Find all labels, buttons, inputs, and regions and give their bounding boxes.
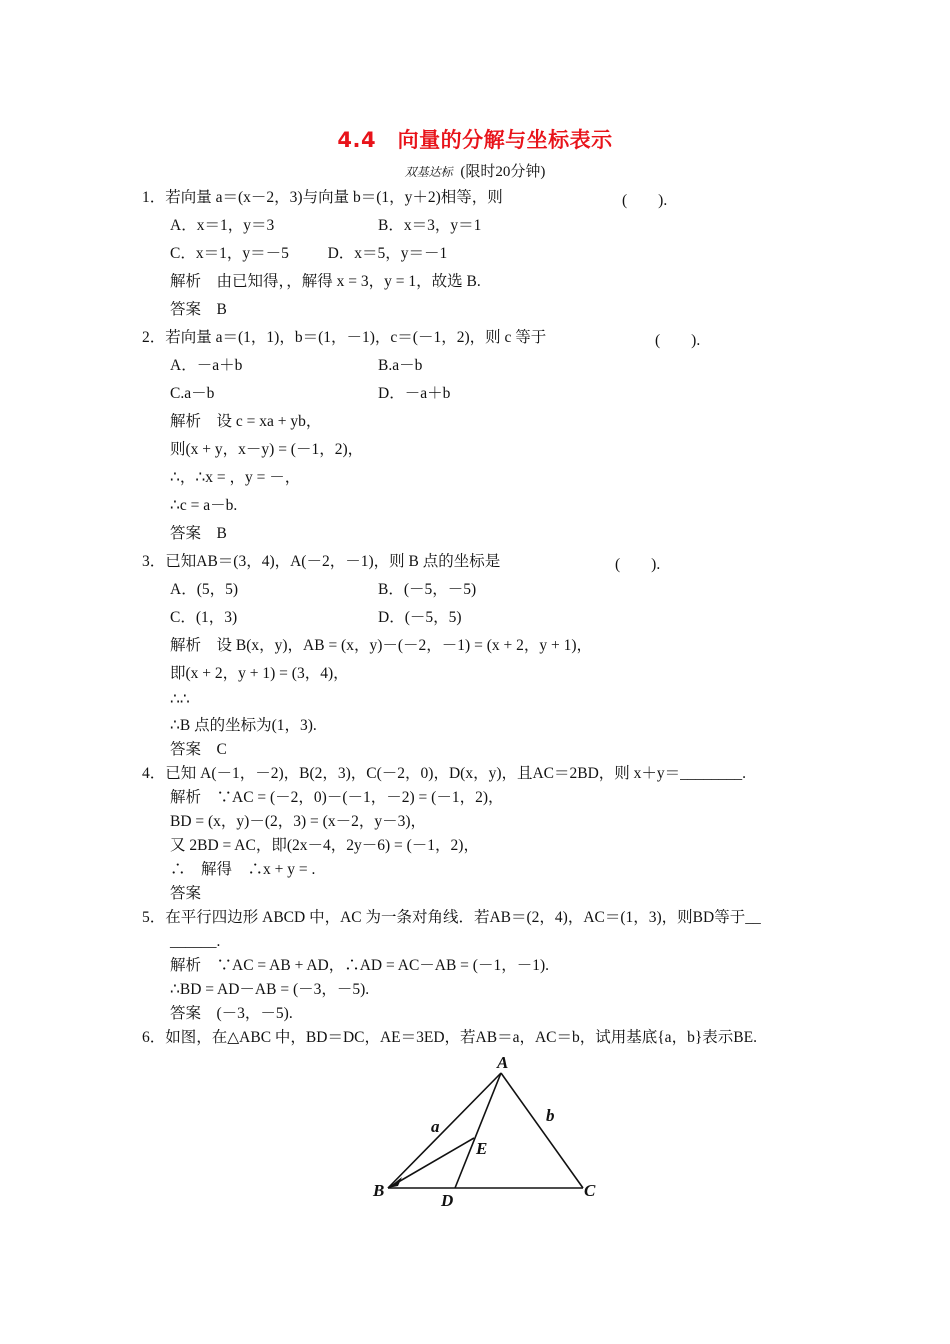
answer-line: C．x＝1，y＝－5 D．x＝5，y＝－1 xyxy=(170,245,448,262)
answer-line: A．x＝1，y＝3 xyxy=(170,217,275,234)
answer-line: B．x＝3，y＝1 xyxy=(378,217,482,234)
segment-ad xyxy=(455,1073,501,1188)
answer-line: ______. xyxy=(170,933,221,950)
answer-line: BD = (x，y)－(2，3) = (x－2，y－3)， xyxy=(170,813,426,830)
answer-line: A．－a＋b xyxy=(170,357,243,374)
answer-blank: ( ). xyxy=(655,332,701,349)
answer-line: 即(x + 2，y + 1) = (3，4)， xyxy=(170,665,349,682)
answer-line: ∴BD = AD－AB = (－3，－5). xyxy=(170,981,370,998)
subtitle-text: (限时20分钟) xyxy=(460,164,546,180)
answer-line: ∴B 点的坐标为(1，3). xyxy=(170,717,317,734)
answer-line: A．(5，5) xyxy=(170,581,239,598)
question-line: 6．如图，在△ABC 中，BD＝DC，AE＝3ED，若AB＝a，AC＝b，试用基底{a，b}表示BE. xyxy=(142,1029,757,1046)
side-ab xyxy=(388,1073,501,1188)
label-d-point: D xyxy=(441,1191,454,1210)
label-a-point: A xyxy=(497,1053,509,1072)
answer-line: D．(－5，5) xyxy=(378,609,462,626)
answer-line: ∴c = a－b. xyxy=(170,497,238,514)
answer-line: ∴ 解得 ∴x + y = . xyxy=(170,861,316,878)
answer-line: 又 2BD = AC，即(2x－4，2y－6) = (－1，2)， xyxy=(170,837,479,854)
label-vector-a: a xyxy=(431,1117,440,1136)
answer-line: ∴，∴x = ，y = －， xyxy=(170,469,301,486)
answer-line: 解析 ∵AC = AB + AD，∴AD = AC－AB = (－1，－1). xyxy=(170,957,550,974)
answer-line: 答案 C xyxy=(170,741,227,758)
answer-line: D．－a＋b xyxy=(378,385,451,402)
answer-line: C．(1，3) xyxy=(170,609,238,626)
segment-be xyxy=(388,1138,474,1188)
answer-blank: ( ). xyxy=(615,556,661,573)
label-c-point: C xyxy=(584,1181,596,1200)
answer-line: 答案 (－3，－5). xyxy=(170,1005,293,1022)
answer-line: 解析 由已知得，，解得 x = 3，y = 1，故选 B. xyxy=(170,273,481,290)
answer-line: 则(x + y，x－y) = (－1，2)， xyxy=(170,441,364,458)
answer-line: 答案 B xyxy=(170,525,227,542)
answer-line: 答案 B xyxy=(170,301,227,318)
side-ac xyxy=(501,1073,583,1188)
question-line: 3．已知AB＝(3，4)，A(－2，－1)，则 B 点的坐标是 xyxy=(142,553,501,570)
label-e-point: E xyxy=(476,1139,488,1158)
question-line: 4．已知 A(－1，－2)，B(2，3)，C(－2，0)，D(x，y)，且AC＝2BD，则 x＋y＝________. xyxy=(142,765,747,782)
answer-line: 答案 xyxy=(170,885,202,902)
answer-line: 解析 ∵AC = (－2，0)－(－1，－2) = (－1，2)， xyxy=(170,789,504,806)
page-title: 4.4 向量的分解与坐标表示 xyxy=(337,128,613,152)
answer-blank: ( ). xyxy=(622,192,668,209)
question-line: 5．在平行四边形 ABCD 中，AC 为一条对角线．若AB＝(2，4)，AC＝(1，3)，则BD等于__ xyxy=(142,909,761,926)
answer-line: 解析 设 B(x，y)，AB = (x，y)－(－2，－1) = (x + 2，y + 1)， xyxy=(170,637,593,654)
answer-line: 解析 设 c = xa + yb， xyxy=(170,413,322,430)
answer-line: ∴∴ xyxy=(170,691,190,708)
answer-line: B.a－b xyxy=(378,357,423,374)
question-line: 1．若向量 a＝(x－2，3)与向量 b＝(1，y＋2)相等，则 xyxy=(142,189,503,206)
answer-line: C.a－b xyxy=(170,385,215,402)
answer-line: B．(－5，－5) xyxy=(378,581,477,598)
subtitle-tag: 双基达标 xyxy=(404,165,453,179)
label-b-point: B xyxy=(373,1181,385,1200)
label-vector-b: b xyxy=(546,1106,555,1125)
question-line: 2．若向量 a＝(1，1)，b＝(1，－1)，c＝(－1，2)，则 c 等于 xyxy=(142,329,547,346)
